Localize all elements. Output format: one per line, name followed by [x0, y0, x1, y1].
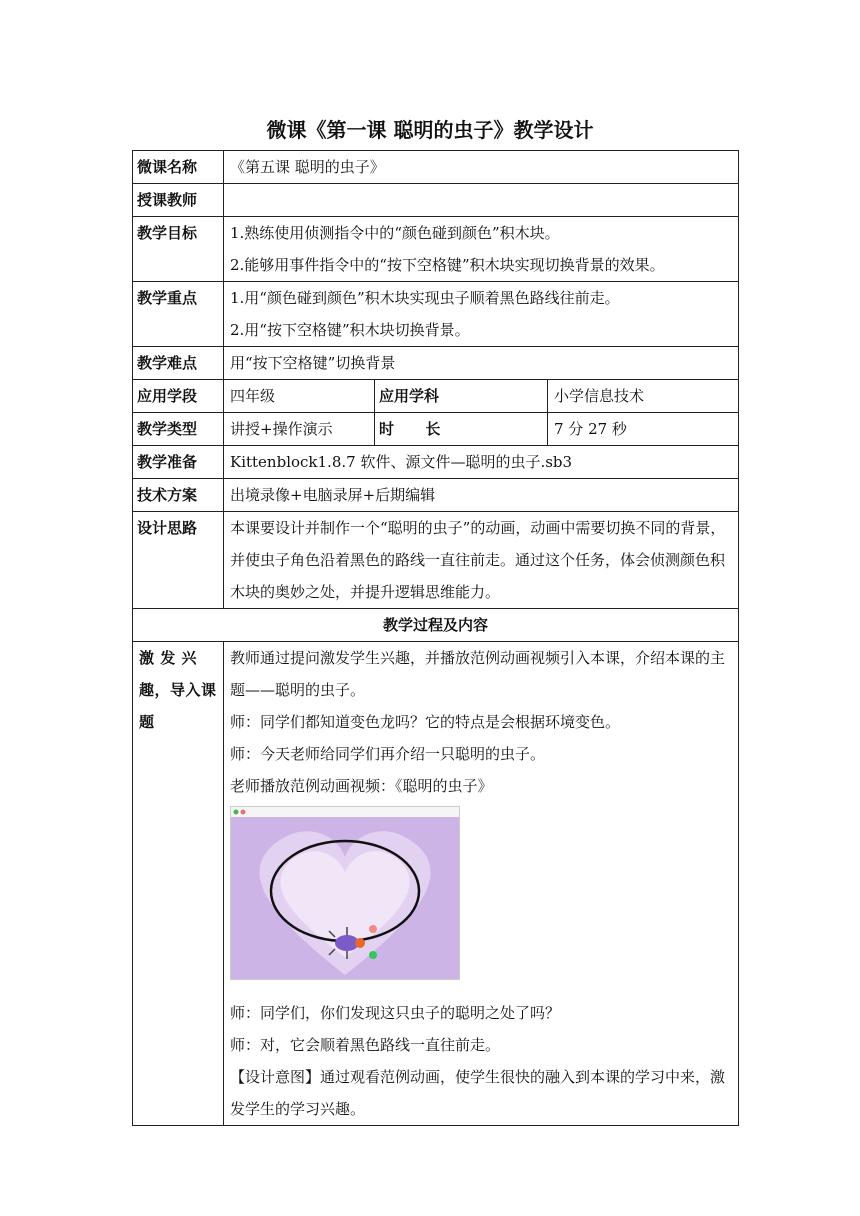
intro-paragraph: 老师播放范例动画视频：《聪明的虫子》: [230, 777, 493, 795]
tech-value: 出境录像+电脑录屏+后期编辑: [224, 479, 739, 512]
course-name-value: 《第五课 聪明的虫子》: [224, 151, 739, 184]
difficulty-value: 用“按下空格键”切换背景: [224, 347, 739, 380]
preparation-label: 教学准备: [133, 446, 224, 479]
key-points-label: 教学重点: [133, 282, 224, 347]
document-title: 微课《第一课 聪明的虫子》教学设计: [266, 118, 594, 142]
green-flag-icon: [234, 810, 239, 815]
goals-value: [224, 217, 739, 282]
intro-label-text: 激 发 兴 趣，导入课题: [139, 649, 217, 731]
key-point-item: 2.用“按下空格键”积木块切换背景。: [230, 321, 470, 339]
design-label: 设计思路: [133, 512, 224, 609]
teacher-value: [224, 184, 739, 217]
animation-screenshot: [230, 806, 460, 980]
teacher-label: 授课教师: [133, 184, 224, 217]
difficulty-label: 教学难点: [133, 347, 224, 380]
type-value: 讲授+操作演示: [224, 413, 375, 446]
grade-value: 四年级: [224, 380, 375, 413]
design-intent: [230, 1061, 732, 1125]
goals-label: 教学目标: [133, 217, 224, 282]
subject-value: 小学信息技术: [548, 380, 739, 413]
tech-label: 技术方案: [133, 479, 224, 512]
process-header: 教学过程及内容: [133, 609, 739, 642]
key-points-value: [224, 282, 739, 347]
design-intent-text: 通过观看范例动画，使学生很快的融入到本课的学习中来，激发学生的学习兴趣。: [230, 1068, 726, 1118]
goal-item: 1.熟练使用侦测指令中的“颜色碰到颜色”积木块。: [230, 224, 560, 242]
key-point-item: 1.用“颜色碰到颜色”积木块实现虫子顺着黑色路线往前走。: [230, 289, 620, 307]
stop-icon: [241, 810, 246, 815]
intro-paragraph: 教师通过提问激发学生兴趣，并播放范例动画视频引入本课，介绍本课的主题——聪明的虫子。: [230, 649, 726, 699]
type-label: 教学类型: [133, 413, 224, 446]
intro-after: 师：对，它会顺着黑色路线一直往前走。: [230, 1036, 501, 1054]
course-name-label: 微课名称: [133, 151, 224, 184]
duration-value: 7 分 27 秒: [548, 413, 739, 446]
intro-paragraph: 师：同学们都知道变色龙吗？它的特点是会根据环境变色。: [230, 713, 621, 731]
intro-label: [133, 642, 224, 1126]
design-intent-tag: 【设计意图】: [230, 1068, 321, 1086]
design-value: 本课要设计并制作一个“聪明的虫子”的动画，动画中需要切换不同的背景，并使虫子角色沿着黑色的路线一直往前走。通过这个任务，体会侦测颜色积木块的奥妙之处，并提升逻辑思维能力。: [224, 512, 739, 609]
duration-label: 时 长: [375, 413, 548, 446]
intro-content: [224, 642, 739, 1126]
intro-paragraph: 师：今天老师给同学们再介绍一只聪明的虫子。: [230, 745, 546, 763]
intro-after: 师：同学们，你们发现这只虫子的聪明之处了吗？: [230, 1004, 561, 1022]
stage-toolbar: [231, 807, 459, 817]
goal-item: 2.能够用事件指令中的“按下空格键”积木块实现切换背景的效果。: [230, 256, 665, 274]
lesson-plan-table: [132, 150, 739, 1126]
grade-label: 应用学段: [133, 380, 224, 413]
subject-label: 应用学科: [375, 380, 548, 413]
preparation-value: Kittenblock1.8.7 软件、源文件—聪明的虫子.sb3: [224, 446, 739, 479]
